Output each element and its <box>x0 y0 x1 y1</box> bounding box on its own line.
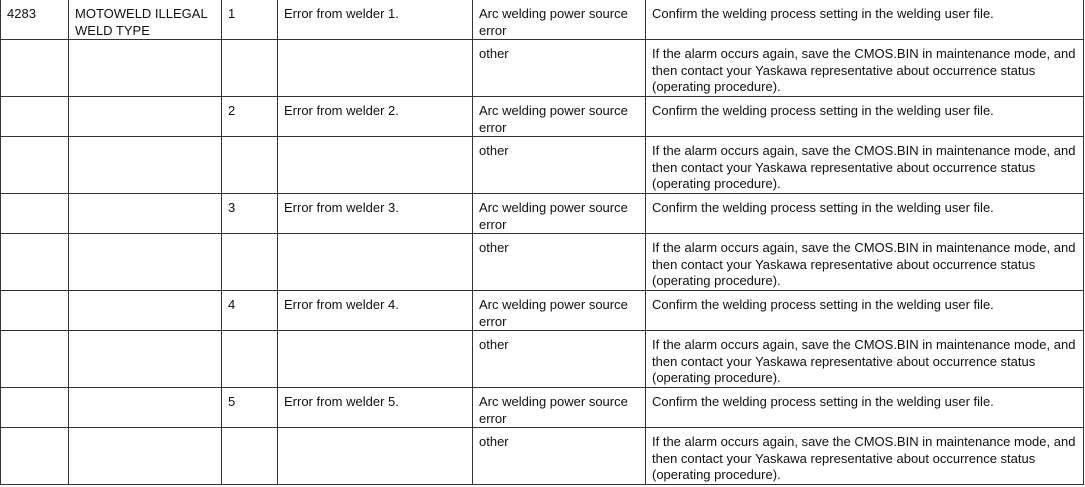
empty-cell <box>222 428 278 485</box>
cause: Arc welding power source error <box>473 0 646 40</box>
cause: other <box>473 428 646 485</box>
empty-cell <box>69 331 222 388</box>
subcode: 5 <box>222 388 278 428</box>
cause: other <box>473 331 646 388</box>
empty-cell <box>222 137 278 194</box>
remedy: Confirm the welding process setting in the welding user file. <box>646 194 1084 234</box>
remedy: Confirm the welding process setting in the welding user file. <box>646 0 1084 40</box>
alarm-name-line2: WELD TYPE <box>75 22 150 38</box>
table-row <box>1 234 1084 291</box>
cause: Arc welding power source error <box>473 194 646 234</box>
subcode: 4 <box>222 291 278 331</box>
table-row <box>1 0 1084 40</box>
empty-cell <box>1 234 69 291</box>
subcode: 3 <box>222 194 278 234</box>
empty-cell <box>1 388 69 428</box>
empty-cell <box>69 388 222 428</box>
empty-cell <box>69 428 222 485</box>
empty-cell <box>69 291 222 331</box>
empty-cell <box>278 234 473 291</box>
cause: other <box>473 234 646 291</box>
meaning: Error from welder 5. <box>278 388 473 428</box>
empty-cell <box>1 97 69 137</box>
empty-cell <box>69 234 222 291</box>
table-row <box>1 388 1084 428</box>
cause: other <box>473 40 646 97</box>
table-row <box>1 40 1084 97</box>
table-row <box>1 137 1084 194</box>
alarm-code: 4283 <box>1 0 69 40</box>
empty-cell <box>69 137 222 194</box>
alarm-name <box>69 0 222 40</box>
table-row <box>1 428 1084 485</box>
empty-cell <box>1 194 69 234</box>
empty-cell <box>1 428 69 485</box>
table-row <box>1 291 1084 331</box>
remedy: Confirm the welding process setting in the welding user file. <box>646 291 1084 331</box>
cause: Arc welding power source error <box>473 291 646 331</box>
table-row <box>1 194 1084 234</box>
cause: Arc welding power source error <box>473 388 646 428</box>
cause: other <box>473 137 646 194</box>
empty-cell <box>278 137 473 194</box>
empty-cell <box>69 97 222 137</box>
empty-cell <box>222 234 278 291</box>
remedy: If the alarm occurs again, save the CMOS.BIN in maintenance mode, and then contact your Yaskawa representative about occurrence status (operating procedure). <box>646 234 1084 291</box>
empty-cell <box>1 291 69 331</box>
remedy: If the alarm occurs again, save the CMOS.BIN in maintenance mode, and then contact your Yaskawa representative about occurrence status (operating procedure). <box>646 331 1084 388</box>
remedy: Confirm the welding process setting in the welding user file. <box>646 388 1084 428</box>
empty-cell <box>278 331 473 388</box>
empty-cell <box>222 40 278 97</box>
alarm-name-line1: MOTOWELD ILLEGAL <box>75 6 208 21</box>
cause: Arc welding power source error <box>473 97 646 137</box>
empty-cell <box>278 40 473 97</box>
remedy: If the alarm occurs again, save the CMOS.BIN in maintenance mode, and then contact your Yaskawa representative about occurrence status (operating procedure). <box>646 428 1084 485</box>
empty-cell <box>1 137 69 194</box>
empty-cell <box>1 331 69 388</box>
meaning: Error from welder 1. <box>278 0 473 40</box>
table-row <box>1 331 1084 388</box>
empty-cell <box>222 331 278 388</box>
meaning: Error from welder 4. <box>278 291 473 331</box>
table-row <box>1 97 1084 137</box>
empty-cell <box>69 194 222 234</box>
empty-cell <box>278 428 473 485</box>
subcode: 1 <box>222 0 278 40</box>
remedy: If the alarm occurs again, save the CMOS.BIN in maintenance mode, and then contact your Yaskawa representative about occurrence status (operating procedure). <box>646 137 1084 194</box>
meaning: Error from welder 3. <box>278 194 473 234</box>
meaning: Error from welder 2. <box>278 97 473 137</box>
empty-cell <box>1 40 69 97</box>
remedy: Confirm the welding process setting in the welding user file. <box>646 97 1084 137</box>
remedy: If the alarm occurs again, save the CMOS.BIN in maintenance mode, and then contact your Yaskawa representative about occurrence status (operating procedure). <box>646 40 1084 97</box>
subcode: 2 <box>222 97 278 137</box>
empty-cell <box>69 40 222 97</box>
